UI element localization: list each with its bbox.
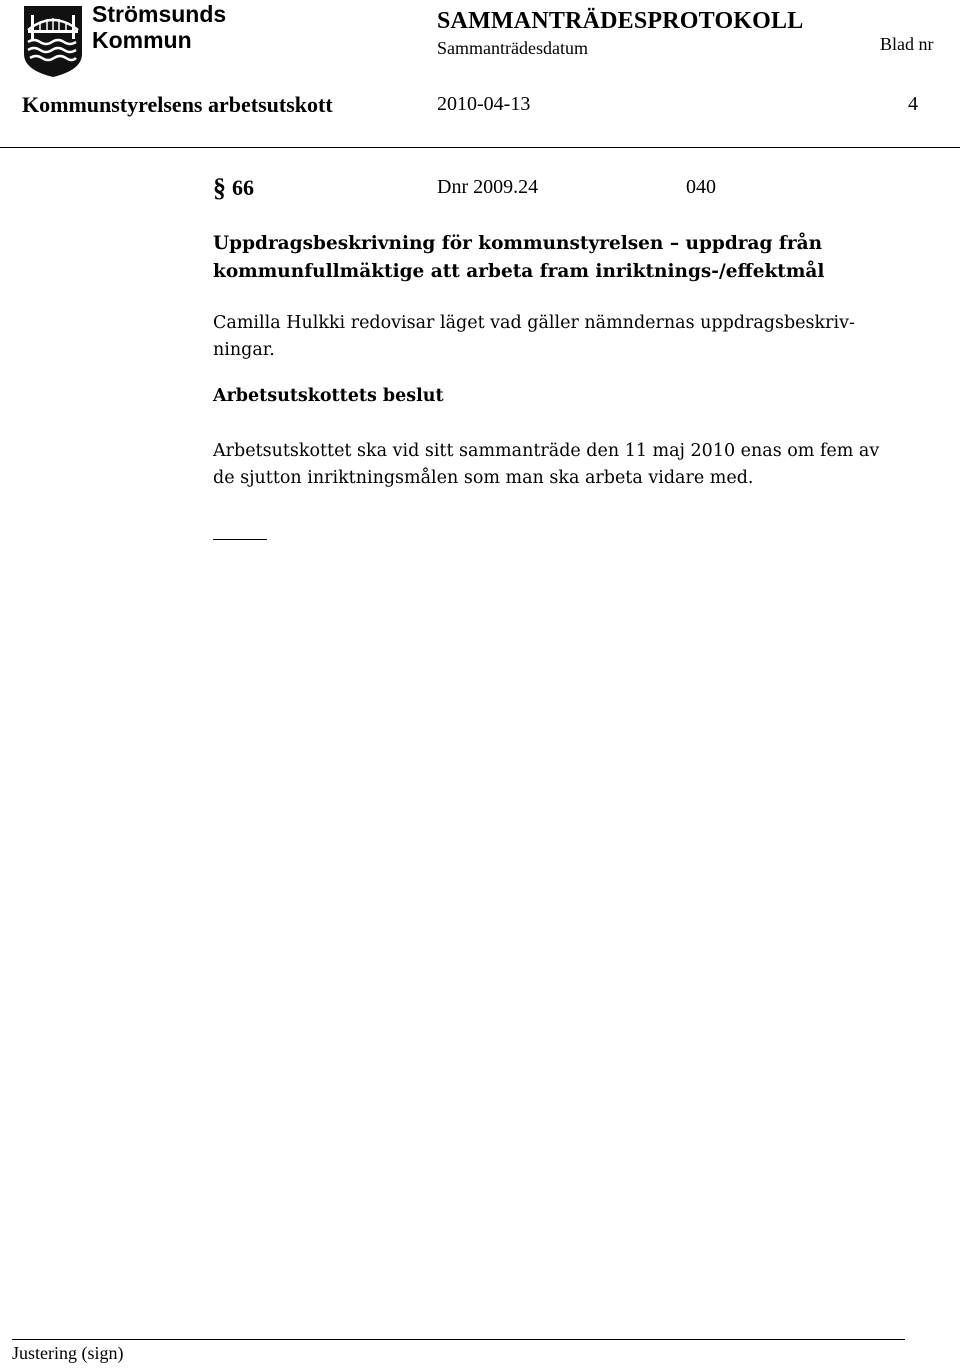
- footer-divider: [12, 1339, 905, 1340]
- header-divider: [0, 147, 960, 148]
- paragraph-symbol: §: [213, 173, 226, 202]
- page-number: 4: [908, 93, 918, 115]
- decision-line: de sjutton inriktningsmålen som man ska arbeta vidare med.: [213, 468, 754, 488]
- logo-name-line1: Strömsunds: [92, 1, 227, 27]
- item-body: [213, 310, 933, 364]
- diary-code: 040: [686, 176, 716, 198]
- end-of-item-rule: [213, 539, 267, 540]
- item-title-line: kommunfullmäktige att arbeta fram inriktnings-/effektmål: [213, 261, 825, 282]
- decision-line: Arbetsutskottet ska vid sitt sammanträde den 11 maj 2010 enas om fem av: [213, 441, 880, 461]
- paragraph-number: 66: [232, 175, 254, 200]
- item-body-line: ningar.: [213, 340, 275, 360]
- logo-name-line2: Kommun: [92, 27, 192, 53]
- decision-heading: Arbetsutskottets beslut: [213, 386, 444, 406]
- meeting-date: 2010-04-13: [437, 93, 531, 115]
- item-body-line: Camilla Hulkki redovisar läget vad gäller nämndernas uppdragsbeskriv-: [213, 313, 855, 333]
- document-type: SAMMANTRÄDESPROTOKOLL: [437, 8, 804, 34]
- committee-name: Kommunstyrelsens arbetsutskott: [22, 92, 333, 117]
- date-label: Sammanträdesdatum: [437, 38, 588, 58]
- signature-label: Justering (sign): [12, 1343, 124, 1363]
- item-title-line: Uppdragsbeskrivning för kommunstyrelsen – uppdrag från: [213, 233, 823, 254]
- item-title: [213, 230, 933, 286]
- municipality-logo-icon: [22, 4, 84, 78]
- diary-number: Dnr 2009.24: [437, 176, 539, 198]
- decision-text: [213, 438, 933, 492]
- page-label: Blad nr: [880, 34, 934, 54]
